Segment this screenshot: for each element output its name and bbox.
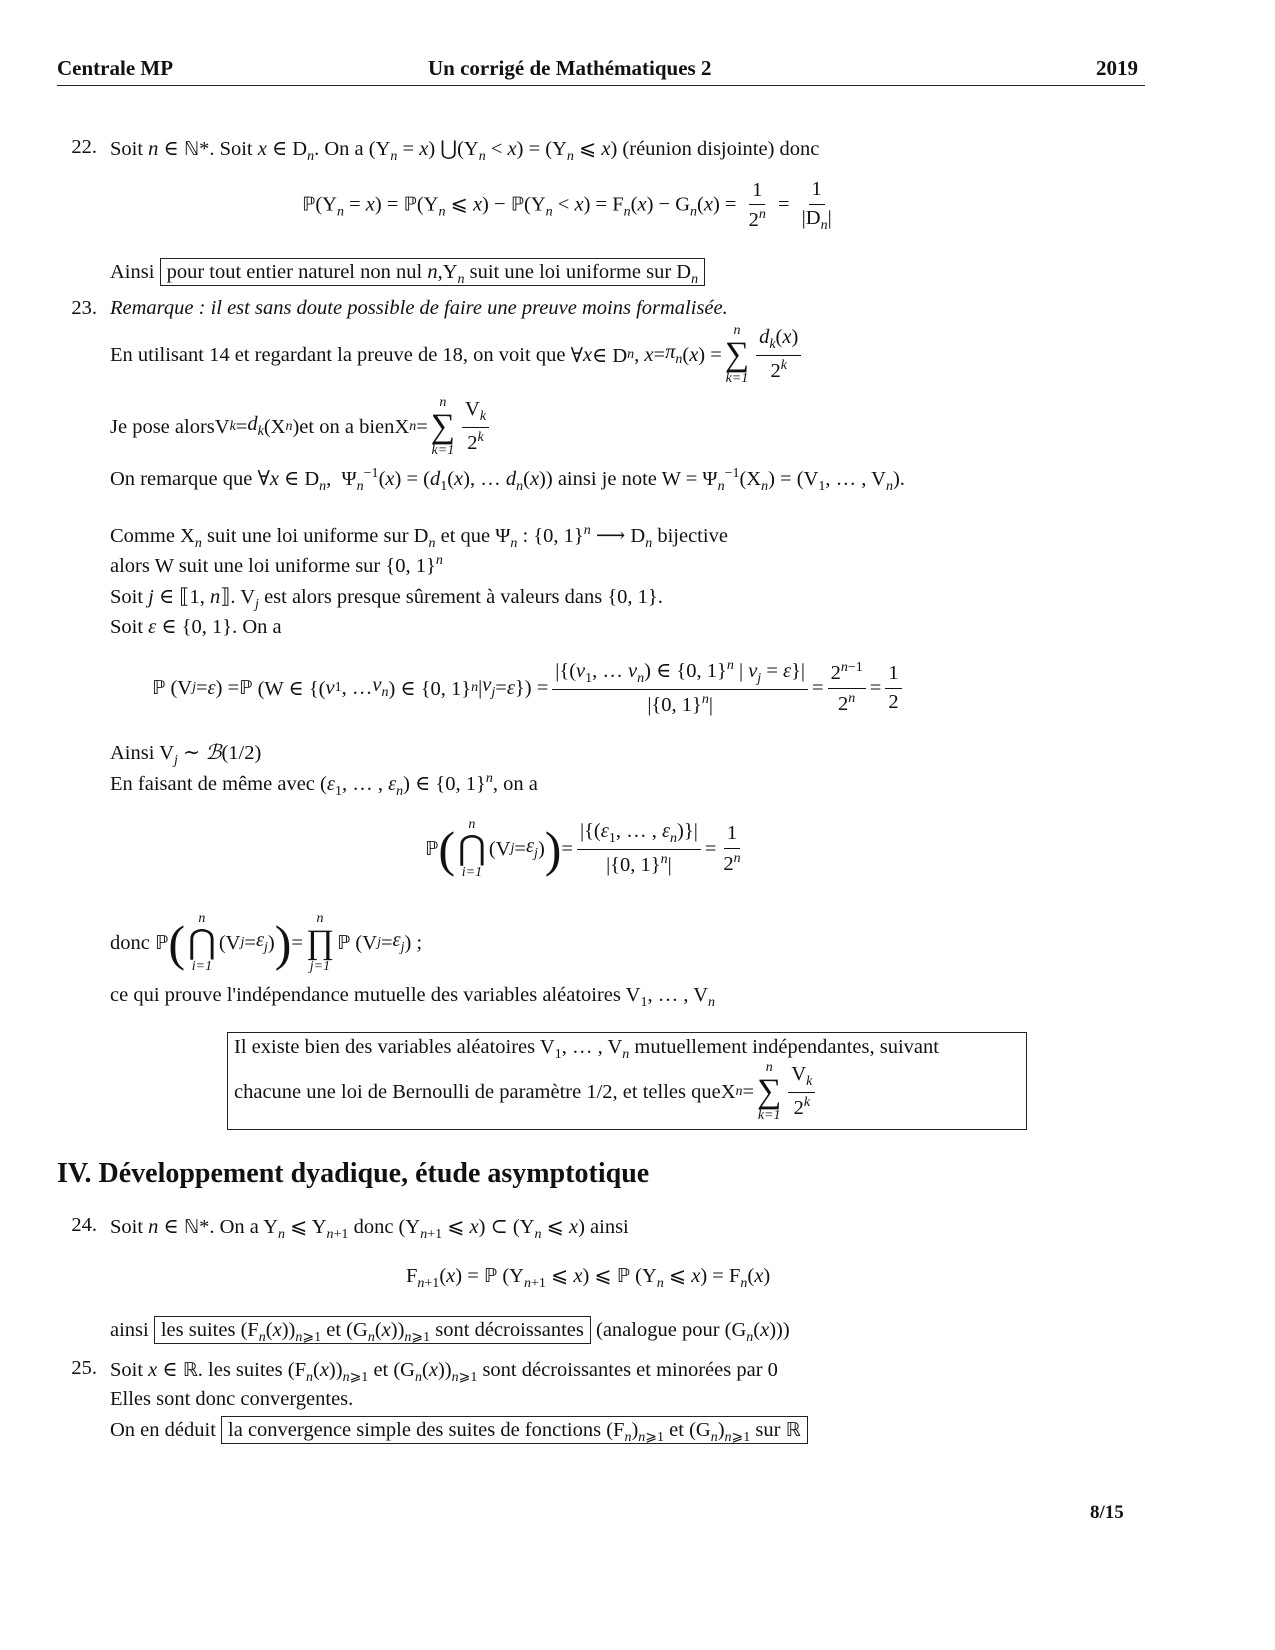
section-title: IV. Développement dyadique, étude asymptotique xyxy=(57,1158,650,1189)
q24-intro: Soit n ∈ ℕ*. On a $Y_n$ ⩽ $Y_{n+1}$ donc ($Y_{n+1}$ ⩽ x) ⊂ ($Y_n$ ⩽ x) ainsi xyxy=(110,1216,629,1243)
q23-line11: ce qui prouve l'indépendance mutuelle des variables aléatoires $V_1$, … , $V_n$ xyxy=(110,984,715,1011)
q23-line7: Soit ε ∈ {0, 1}. On a xyxy=(110,616,282,638)
header-right: 2019 xyxy=(1096,56,1138,80)
q22-result-box: pour tout entier naturel non nul $n,Y_n$ suit une loi uniforme sur $D_n$ xyxy=(160,258,706,286)
q23-line5: alors W suit une loi uniforme sur {0, 1}$^n$ xyxy=(110,553,443,577)
q25-number: 25. xyxy=(71,1357,97,1379)
q24-equation: $F_{n+1}(x)$ = ℙ ($Y_{n+1}$ ⩽ x) ⩽ ℙ ($Y_n$ ⩽ $x) = F_n(x)$ xyxy=(406,1265,771,1292)
header-rule xyxy=(57,85,1145,86)
sum-symbol: n ∑ k=1 xyxy=(430,395,455,458)
q23-line8: Ainsi $V_j$ ∼ ℬ(1/2) xyxy=(110,742,262,769)
q23-result-box xyxy=(227,1032,1027,1130)
page-number: 8/15 xyxy=(1090,1502,1124,1523)
q23-number: 23. xyxy=(71,297,97,319)
sum-symbol: n ∑ k=1 xyxy=(724,323,750,386)
q24-conclusion: ainsi les suites $(F_n(x))_{n⩾1}$ et $(G_n(x))_{n⩾1}$ sont décroissantes (analogue pour $(G_n(x))$) xyxy=(110,1319,790,1346)
q22-intro: Soit n ∈ ℕ*. Soit x ∈ $D_n$. On a $(Y_n = x)$ $⋃(Y_n < x) = (Y_n$ ⩽ x) (réunion disjointe) donc xyxy=(110,138,820,165)
intersection-symbol: n ⋂ i=1 xyxy=(187,911,216,974)
q23-probability-equation: ℙ (V j = ε ) = ℙ (W ∈ {( v 1 , … $v_n$ ) ∈ {0, 1} n | $v_j$ = ε }) = $\frac{|\{(v_1, \dots v_n) \in \{0, 1\}^n | v_j = \varepsilon\}|}{|\{0, 1\}^n|}$ = $\frac{2^{n-1}}{2^n}$ = $\frac{1}{2}$ xyxy=(152,656,906,720)
q23-line4: Comme $X_n$ suit une loi uniforme sur $D_n$ et que $\Psi_n$ : {0, 1}$^n$ ⟶ $D_n$ bijective xyxy=(110,523,728,552)
q24-result-box: les suites $(F_n(x))_{n⩾1}$ et $(G_n(x))_{n⩾1}$ sont décroissantes xyxy=(154,1316,591,1344)
header-center: Un corrigé de Mathématiques 2 xyxy=(428,56,712,80)
q25-line3: On en déduit la convergence simple des suites de fonctions $(F_n)_{n⩾1}$ et $(G_n)_{n⩾1}$ sur ℝ xyxy=(110,1419,808,1446)
q23-line10: donc ℙ ( n ⋂ i=1 (V j = $\varepsilon_j$ ) ) = n ∏ j=1 ℙ (V j = $\varepsilon_j$ ) ; xyxy=(110,911,423,974)
q23-intersection-equation: ℙ ( n ⋂ i=1 (V j = $\varepsilon_j$ ) ) = $\frac{|\{(\varepsilon_1, \dots , \varepsilon_n)\}|}{|\{0, 1\}^n|}$ = $\frac{1}{2^n}$ xyxy=(425,817,741,880)
q22-number: 22. xyxy=(71,136,97,158)
q23-line2: Je pose alors V k = $d_k$ (X n ) et on a bien X n = n ∑ k=1 $\frac{V_k}{2^k}$ xyxy=(110,392,493,462)
q24-number: 24. xyxy=(71,1214,97,1236)
q25-result-box: la convergence simple des suites de fonctions $(F_n)_{n⩾1}$ et $(G_n)_{n⩾1}$ sur ℝ xyxy=(221,1416,808,1444)
q23-line1: En utilisant 14 et regardant la preuve de 18, on voit que ∀ x ∈ D n , x = $\pi_n$ ( x ) = n ∑ k=1 $\frac{d_k(x)}{2^k}$ xyxy=(110,320,805,390)
q23-box-line2: chacune une loi de Bernoulli de paramètre 1/2, et telles que X n = n ∑ k=1 $\frac{V_k}{2^k}$ xyxy=(234,1057,819,1127)
product-symbol: n ∏ j=1 xyxy=(305,911,334,974)
q23-box-line1: Il existe bien des variables aléatoires $V_1$, … , $V_n$ mutuellement indépendantes, suivant xyxy=(234,1036,939,1063)
q25-line1: Soit x ∈ ℝ. les suites $(F_n(x))_{n⩾1}$ et $(G_n(x))_{n⩾1}$ sont décroissantes et minorées par 0 xyxy=(110,1359,778,1386)
q25-line2: Elles sont donc convergentes. xyxy=(110,1388,354,1410)
q23-remark: Remarque : il est sans doute possible de faire une preuve moins formalisée. xyxy=(110,297,728,319)
q22-equation: $ℙ(Y_n = x)$ = $ℙ(Y_n$ ⩽ $x) - ℙ(Y_n < x) = F_n(x) - G_n(x)$ = $\frac{1}{2^n}$ = $\frac{1}{|D_n|}$ xyxy=(302,178,832,233)
sum-symbol: n ∑ k=1 xyxy=(757,1060,782,1123)
q23-line3: On remarque que ∀x ∈ $D_n$, $\Psi_n^{-1}(x) = (d_1(x)$, … $d_n(x)$) ainsi je note $W = \Psi_n^{-1}(X_n) = (V_1$, … , $V_n$). xyxy=(110,466,905,495)
q23-line9: En faisant de même avec ($\varepsilon_1$, … , $\varepsilon_n$) ∈ {0, 1}$^n$, on a xyxy=(110,771,538,800)
q23-line6: Soit j ∈ ⟦1, n⟧. $V_j$ est alors presque sûrement à valeurs dans {0, 1}. xyxy=(110,586,663,613)
q22-conclusion: Ainsi pour tout entier naturel non nul $n,Y_n$ suit une loi uniforme sur $D_n$ xyxy=(110,261,705,288)
header-left: Centrale MP xyxy=(57,56,174,80)
intersection-symbol: n ⋂ i=1 xyxy=(457,817,486,880)
